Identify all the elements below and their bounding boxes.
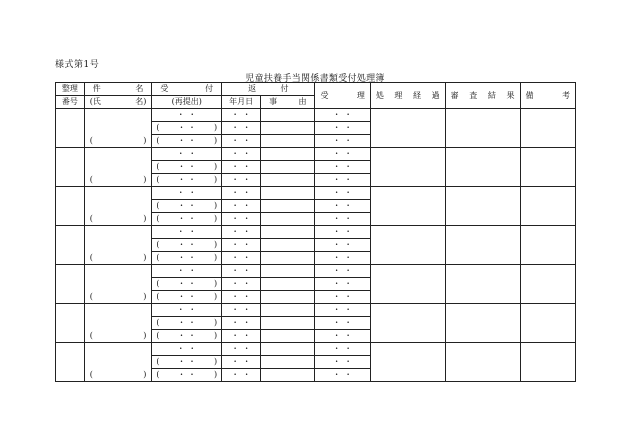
henpu-date[interactable]: ・ ・	[222, 213, 261, 226]
juri-date[interactable]: ・ ・	[315, 317, 370, 330]
henpu-jiyu-cell[interactable]	[261, 213, 315, 226]
shinsa-kekka-cell[interactable]	[445, 187, 520, 226]
henpu-jiyu-cell[interactable]	[261, 226, 315, 239]
henpu-jiyu-cell[interactable]	[261, 356, 315, 369]
saiteishutsu-date[interactable]: ( ・ ・ )	[152, 161, 222, 174]
kenmei-cell[interactable]: ( )	[84, 343, 152, 382]
saiteishutsu-date[interactable]: ( ・ ・ )	[152, 200, 222, 213]
shinsa-kekka-cell[interactable]	[445, 343, 520, 382]
henpu-jiyu-cell[interactable]	[261, 148, 315, 161]
henpu-jiyu-cell[interactable]	[261, 252, 315, 265]
henpu-date[interactable]: ・ ・	[222, 330, 261, 343]
henpu-jiyu-cell[interactable]	[261, 265, 315, 278]
henpu-date[interactable]: ・ ・	[222, 239, 261, 252]
shinsa-kekka-cell[interactable]	[445, 265, 520, 304]
biko-cell[interactable]	[520, 304, 575, 343]
seiri-bango-cell[interactable]	[56, 304, 85, 343]
header-row-1	[56, 83, 576, 96]
juri-date[interactable]: ・ ・	[315, 161, 370, 174]
kenmei-cell[interactable]: ( )	[84, 304, 152, 343]
henpu-date[interactable]: ・ ・	[222, 200, 261, 213]
henpu-jiyu-cell[interactable]	[261, 161, 315, 174]
henpu-date[interactable]: ・ ・	[222, 356, 261, 369]
henpu-jiyu-cell[interactable]	[261, 135, 315, 148]
henpu-date[interactable]: ・ ・	[222, 226, 261, 239]
henpu-date[interactable]: ・ ・	[222, 122, 261, 135]
juri-date[interactable]: ・ ・	[315, 252, 370, 265]
juri-date[interactable]: ・ ・	[315, 174, 370, 187]
henpu-jiyu-cell[interactable]	[261, 109, 315, 122]
header-seiri-bottom: 番号	[56, 96, 85, 109]
saiteishutsu-date[interactable]: ( ・ ・ )	[152, 239, 222, 252]
juri-date[interactable]: ・ ・	[315, 291, 370, 304]
shinsa-kekka-cell[interactable]	[445, 109, 520, 148]
seiri-bango-cell[interactable]	[56, 265, 85, 304]
record-row	[56, 304, 576, 317]
henpu-jiyu-cell[interactable]	[261, 291, 315, 304]
juri-date[interactable]: ・ ・	[315, 135, 370, 148]
henpu-jiyu-cell[interactable]	[261, 304, 315, 317]
henpu-jiyu-cell[interactable]	[261, 174, 315, 187]
biko-cell[interactable]	[520, 226, 575, 265]
record-row	[56, 109, 576, 122]
biko-cell[interactable]	[520, 343, 575, 382]
henpu-jiyu-cell[interactable]	[261, 122, 315, 135]
uketsuke-date[interactable]: ・ ・	[152, 265, 222, 278]
juri-date[interactable]: ・ ・	[315, 239, 370, 252]
shinsa-kekka-cell[interactable]	[445, 304, 520, 343]
saiteishutsu-date[interactable]: ( ・ ・ )	[152, 369, 222, 382]
header-juri: 受 理	[315, 83, 370, 109]
record-row	[56, 187, 576, 200]
henpu-jiyu-cell[interactable]	[261, 330, 315, 343]
juri-date[interactable]: ・ ・	[315, 226, 370, 239]
henpu-date[interactable]: ・ ・	[222, 174, 261, 187]
seiri-bango-cell[interactable]	[56, 226, 85, 265]
uketsuke-date[interactable]: ・ ・	[152, 343, 222, 356]
juri-date[interactable]: ・ ・	[315, 369, 370, 382]
shori-keika-cell[interactable]	[370, 226, 445, 265]
henpu-date[interactable]: ・ ・	[222, 148, 261, 161]
seiri-bango-cell[interactable]	[56, 148, 85, 187]
juri-date[interactable]: ・ ・	[315, 265, 370, 278]
ledger-title: 児童扶養手当関係書類受付処理簿	[245, 74, 385, 84]
biko-cell[interactable]	[520, 187, 575, 226]
saiteishutsu-date[interactable]: ( ・ ・ )	[152, 330, 222, 343]
saiteishutsu-date[interactable]: ( ・ ・ )	[152, 135, 222, 148]
henpu-date[interactable]: ・ ・	[222, 304, 261, 317]
uketsuke-date[interactable]: ・ ・	[152, 148, 222, 161]
henpu-date[interactable]: ・ ・	[222, 252, 261, 265]
uketsuke-date[interactable]: ・ ・	[152, 304, 222, 317]
henpu-jiyu-cell[interactable]	[261, 187, 315, 200]
kenmei-cell[interactable]: ( )	[84, 187, 152, 226]
ledger-table	[55, 82, 576, 382]
saiteishutsu-date[interactable]: ( ・ ・ )	[152, 174, 222, 187]
header-henpu: 返 付	[222, 83, 315, 96]
header-saiteishutsu: (再提出)	[152, 96, 222, 109]
henpu-jiyu-cell[interactable]	[261, 317, 315, 330]
record-row	[56, 226, 576, 239]
juri-date[interactable]: ・ ・	[315, 330, 370, 343]
header-uketsuke: 受 付	[152, 83, 222, 96]
header-kenmei: 件 名	[84, 83, 152, 96]
shori-keika-cell[interactable]	[370, 187, 445, 226]
header-seiri-top: 整理	[56, 83, 85, 96]
biko-cell[interactable]	[520, 265, 575, 304]
henpu-date[interactable]: ・ ・	[222, 161, 261, 174]
henpu-date[interactable]: ・ ・	[222, 343, 261, 356]
seiri-bango-cell[interactable]	[56, 109, 85, 148]
juri-date[interactable]: ・ ・	[315, 356, 370, 369]
header-shori-keika: 処 理 経 過	[370, 83, 445, 109]
juri-date[interactable]: ・ ・	[315, 278, 370, 291]
juri-date[interactable]: ・ ・	[315, 148, 370, 161]
shori-keika-cell[interactable]	[370, 148, 445, 187]
form-number: 様式第1号	[55, 60, 100, 70]
henpu-date[interactable]: ・ ・	[222, 369, 261, 382]
kenmei-cell[interactable]: ( )	[84, 109, 152, 148]
shori-keika-cell[interactable]	[370, 343, 445, 382]
henpu-jiyu-cell[interactable]	[261, 369, 315, 382]
henpu-date[interactable]: ・ ・	[222, 317, 261, 330]
shinsa-kekka-cell[interactable]	[445, 226, 520, 265]
henpu-date[interactable]: ・ ・	[222, 135, 261, 148]
henpu-jiyu-cell[interactable]	[261, 239, 315, 252]
biko-cell[interactable]	[520, 109, 575, 148]
saiteishutsu-date[interactable]: ( ・ ・ )	[152, 278, 222, 291]
henpu-date[interactable]: ・ ・	[222, 109, 261, 122]
seiri-bango-cell[interactable]	[56, 343, 85, 382]
header-jiyu: 事 由	[261, 96, 315, 109]
uketsuke-date[interactable]: ・ ・	[152, 109, 222, 122]
henpu-jiyu-cell[interactable]	[261, 200, 315, 213]
saiteishutsu-date[interactable]: ( ・ ・ )	[152, 291, 222, 304]
juri-date[interactable]: ・ ・	[315, 109, 370, 122]
kenmei-cell[interactable]: ( )	[84, 265, 152, 304]
uketsuke-date[interactable]: ・ ・	[152, 187, 222, 200]
header-biko: 備 考	[520, 83, 575, 109]
seiri-bango-cell[interactable]	[56, 187, 85, 226]
saiteishutsu-date[interactable]: ( ・ ・ )	[152, 317, 222, 330]
henpu-jiyu-cell[interactable]	[261, 278, 315, 291]
header-shimei: (氏 名)	[84, 96, 152, 109]
henpu-date[interactable]: ・ ・	[222, 187, 261, 200]
juri-date[interactable]: ・ ・	[315, 343, 370, 356]
kenmei-cell[interactable]: ( )	[84, 226, 152, 265]
uketsuke-date[interactable]: ・ ・	[152, 226, 222, 239]
header-nengappi: 年月日	[222, 96, 261, 109]
shori-keika-cell[interactable]	[370, 265, 445, 304]
juri-date[interactable]: ・ ・	[315, 187, 370, 200]
saiteishutsu-date[interactable]: ( ・ ・ )	[152, 213, 222, 226]
saiteishutsu-date[interactable]: ( ・ ・ )	[152, 356, 222, 369]
biko-cell[interactable]	[520, 148, 575, 187]
header-shinsa-kekka: 審 査 結 果	[445, 83, 520, 109]
record-row	[56, 265, 576, 278]
henpu-date[interactable]: ・ ・	[222, 278, 261, 291]
henpu-jiyu-cell[interactable]	[261, 343, 315, 356]
henpu-date[interactable]: ・ ・	[222, 291, 261, 304]
shinsa-kekka-cell[interactable]	[445, 148, 520, 187]
juri-date[interactable]: ・ ・	[315, 213, 370, 226]
saiteishutsu-date[interactable]: ( ・ ・ )	[152, 122, 222, 135]
shori-keika-cell[interactable]	[370, 109, 445, 148]
saiteishutsu-date[interactable]: ( ・ ・ )	[152, 252, 222, 265]
shori-keika-cell[interactable]	[370, 304, 445, 343]
juri-date[interactable]: ・ ・	[315, 122, 370, 135]
juri-date[interactable]: ・ ・	[315, 304, 370, 317]
henpu-date[interactable]: ・ ・	[222, 265, 261, 278]
juri-date[interactable]: ・ ・	[315, 200, 370, 213]
record-row	[56, 343, 576, 356]
record-row	[56, 148, 576, 161]
kenmei-cell[interactable]: ( )	[84, 148, 152, 187]
